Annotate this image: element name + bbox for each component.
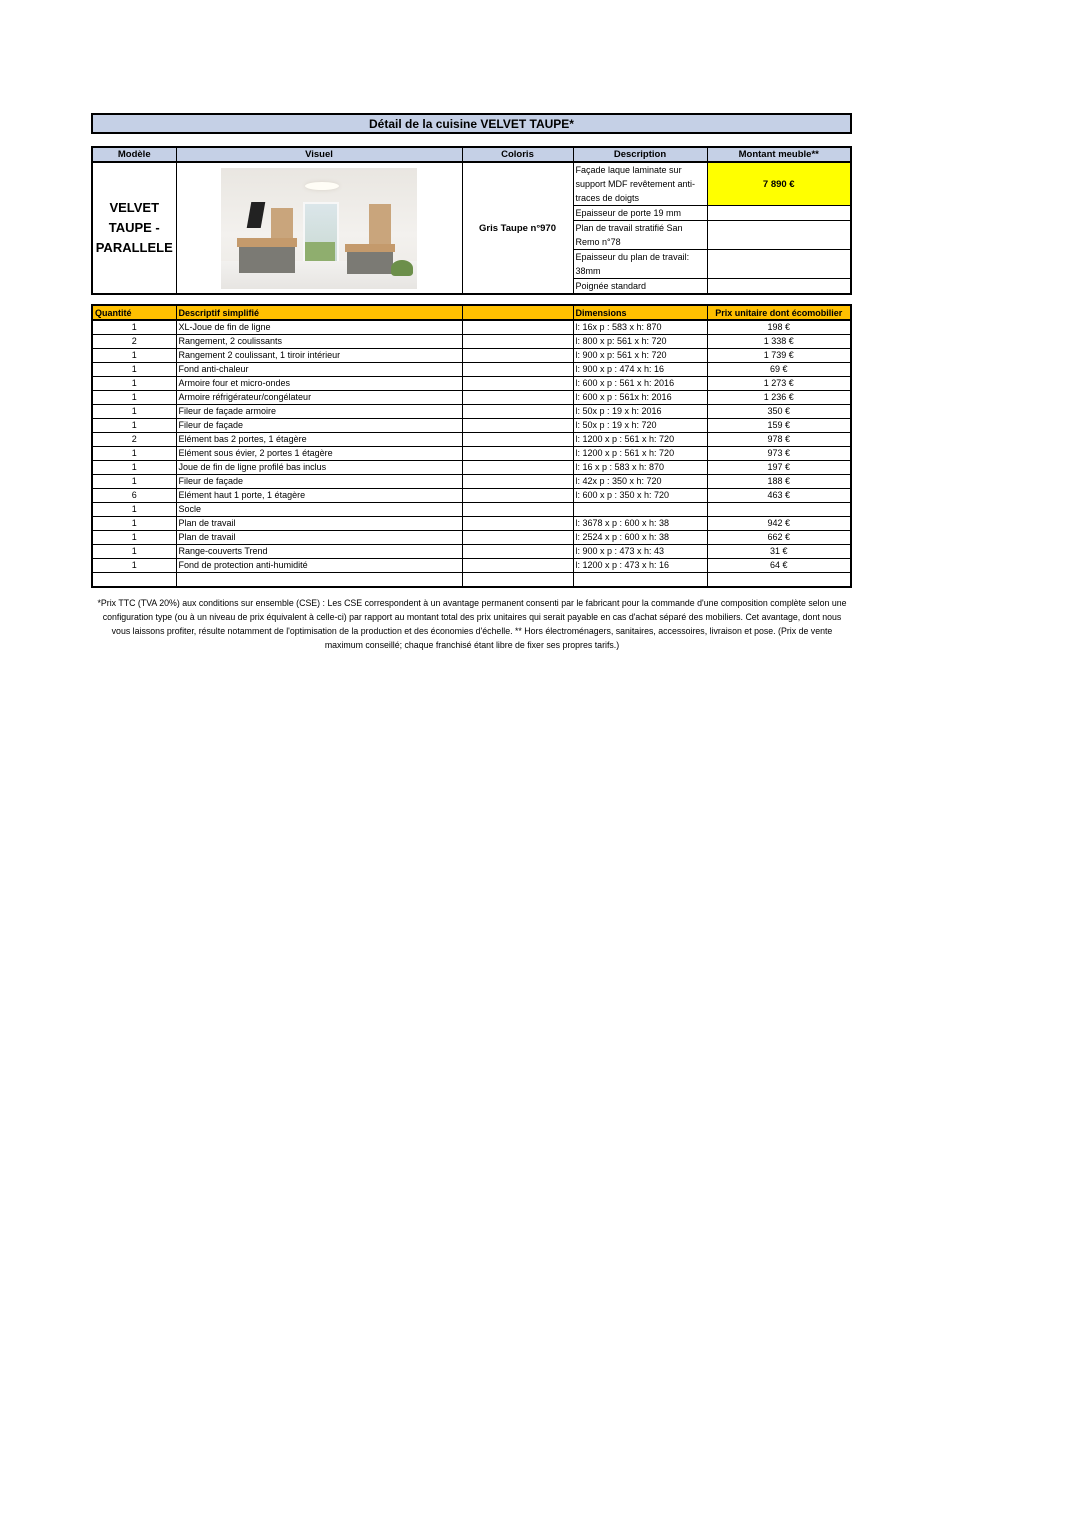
description-cell: Elément haut 1 porte, 1 étagère [176,489,462,503]
description-cell: XL-Joue de fin de ligne [176,320,462,335]
empty-cell [462,489,573,503]
color-value: Gris Taupe n°970 [462,162,573,294]
empty-cell [462,391,573,405]
price-cell: 1 338 € [707,335,851,349]
price-cell: 1 236 € [707,391,851,405]
empty-cell [462,363,573,377]
quantity-cell: 1 [92,447,176,461]
description-cell: Plan de travail [176,517,462,531]
kitchen-visual [176,162,462,294]
quantity-cell: 1 [92,405,176,419]
quantity-cell: 1 [92,517,176,531]
header-model: Modèle [92,147,176,162]
price-cell: 973 € [707,447,851,461]
table-row [92,335,851,349]
price-cell: 662 € [707,531,851,545]
header-amount: Montant meuble** [707,147,851,162]
dimensions-cell: l: 600 x p : 561 x h: 2016 [573,377,707,391]
quantity-cell: 2 [92,433,176,447]
dimensions-cell: l: 600 x p : 561x h: 2016 [573,391,707,405]
dimensions-cell: l: 16 x p : 583 x h: 870 [573,461,707,475]
price-cell: 188 € [707,475,851,489]
description-cell: Socle [176,503,462,517]
footnote: *Prix TTC (TVA 20%) aux conditions sur ensemble (CSE) : Les CSE correspondent à un avantage permanent consenti par le fabricant pour la commande d'une composition complète selon une configuration type (ou à un niveau de prix équivalent à celle-ci) par rapport au montant total des prix unitaires qui serait payable en cas d'achat séparé des mobiliers. Cet avantage, dont nous vous laissons profiter, résulte notamment de l'optimisation de la production et des économies d'échelle. ** Hors électroménagers, sanitaires, accessoires, livraison et pose. (Prix de vente maximum conseillé; chaque franchisé étant libre de fixer ses propres tarifs.) [97,598,847,650]
quantity-cell: 1 [92,349,176,363]
header-quantity: Quantité [92,305,176,320]
kitchen-summary-table [91,146,852,295]
quantity-cell: 1 [92,377,176,391]
description-item: Epaisseur de porte 19 mm [573,206,707,221]
empty-cell [462,559,573,573]
empty-cell [462,349,573,363]
dimensions-cell: l: 2524 x p : 600 x h: 38 [573,531,707,545]
dimensions-cell [573,573,707,588]
quantity-cell: 1 [92,419,176,433]
description-item: Poignée standard [573,279,707,295]
empty-cell [462,433,573,447]
header-description: Description [573,147,707,162]
table-row [92,489,851,503]
description-item: Epaisseur du plan de travail: 38mm [573,250,707,279]
description-cell: Elément sous évier, 2 portes 1 étagère [176,447,462,461]
dimensions-cell: l: 900 x p : 474 x h: 16 [573,363,707,377]
description-cell: Fond anti-chaleur [176,363,462,377]
empty-cell [462,573,573,588]
kitchen-image [221,168,417,289]
dimensions-cell: l: 3678 x p : 600 x h: 38 [573,517,707,531]
quantity-cell: 1 [92,363,176,377]
header-simplified-description: Descriptif simplifié [176,305,462,320]
empty-cell [462,503,573,517]
table-row [92,320,851,335]
dimensions-cell: l: 1200 x p : 473 x h: 16 [573,559,707,573]
quantity-cell: 1 [92,391,176,405]
summary-header-row [92,147,851,162]
price-cell [707,573,851,588]
dimensions-cell: l: 16x p : 583 x h: 870 [573,320,707,335]
dimensions-cell: l: 900 x p: 561 x h: 720 [573,349,707,363]
header-dimensions: Dimensions [573,305,707,320]
dimensions-cell: l: 42x p : 350 x h: 720 [573,475,707,489]
price-cell: 64 € [707,559,851,573]
amount-empty-cell [707,206,851,221]
description-cell: Rangement, 2 coulissants [176,335,462,349]
amount-empty-cell [707,279,851,295]
price-cell: 159 € [707,419,851,433]
amount-value: 7 890 € [707,162,851,206]
quantity-cell: 1 [92,559,176,573]
quantity-cell: 1 [92,531,176,545]
price-cell: 1 273 € [707,377,851,391]
quantity-cell: 1 [92,320,176,335]
empty-cell [462,335,573,349]
price-cell: 197 € [707,461,851,475]
description-cell: Armoire four et micro-ondes [176,377,462,391]
amount-empty-cell [707,221,851,250]
page-title: Détail de la cuisine VELVET TAUPE* [91,113,852,134]
description-cell: Joue de fin de ligne profilé bas inclus [176,461,462,475]
table-row [92,545,851,559]
parts-table [91,304,852,588]
dimensions-cell: l: 900 x p : 473 x h: 43 [573,545,707,559]
price-cell: 69 € [707,363,851,377]
quantity-cell: 6 [92,489,176,503]
price-cell: 978 € [707,433,851,447]
price-cell: 350 € [707,405,851,419]
parts-header-row [92,305,851,320]
price-cell: 463 € [707,489,851,503]
description-item: Façade laque laminate sur support MDF revêtement anti-traces de doigts [573,162,707,206]
table-row [92,405,851,419]
table-row [92,349,851,363]
price-cell [707,503,851,517]
description-cell: Fileur de façade armoire [176,405,462,419]
empty-cell [462,531,573,545]
description-cell: Rangement 2 coulissant, 1 tiroir intérieur [176,349,462,363]
header-color: Coloris [462,147,573,162]
price-cell: 942 € [707,517,851,531]
table-row [92,503,851,517]
description-cell: Range-couverts Trend [176,545,462,559]
header-unit-price: Prix unitaire dont écomobilier [707,305,851,320]
table-row [92,573,851,588]
dimensions-cell: l: 800 x p: 561 x h: 720 [573,335,707,349]
dimensions-cell: l: 50x p : 19 x h: 720 [573,419,707,433]
table-row [92,391,851,405]
dimensions-cell [573,503,707,517]
table-row [92,377,851,391]
dimensions-cell: l: 600 x p : 350 x h: 720 [573,489,707,503]
description-cell: Fileur de façade [176,419,462,433]
table-row [92,475,851,489]
price-cell: 198 € [707,320,851,335]
table-row [92,419,851,433]
empty-cell [462,377,573,391]
table-row [92,433,851,447]
description-cell [176,573,462,588]
description-item: Plan de travail stratifié San Remo n°78 [573,221,707,250]
description-cell: Plan de travail [176,531,462,545]
table-row [92,517,851,531]
table-row [92,363,851,377]
price-cell: 31 € [707,545,851,559]
table-row [92,447,851,461]
quantity-cell [92,573,176,588]
empty-cell [462,320,573,335]
header-visual: Visuel [176,147,462,162]
table-row [92,559,851,573]
dimensions-cell: l: 1200 x p : 561 x h: 720 [573,447,707,461]
quantity-cell: 1 [92,545,176,559]
quantity-cell: 1 [92,503,176,517]
empty-cell [462,475,573,489]
table-row [92,461,851,475]
amount-empty-cell [707,250,851,279]
empty-cell [462,405,573,419]
quantity-cell: 1 [92,461,176,475]
quantity-cell: 1 [92,475,176,489]
model-name: VELVET TAUPE - PARALLELE [92,162,176,294]
description-cell: Fileur de façade [176,475,462,489]
description-cell: Elément bas 2 portes, 1 étagère [176,433,462,447]
price-cell: 1 739 € [707,349,851,363]
dimensions-cell: l: 1200 x p : 561 x h: 720 [573,433,707,447]
empty-cell [462,461,573,475]
empty-cell [462,447,573,461]
empty-cell [462,517,573,531]
empty-cell [462,419,573,433]
table-row [92,531,851,545]
quantity-cell: 2 [92,335,176,349]
empty-cell [462,545,573,559]
description-cell: Fond de protection anti-humidité [176,559,462,573]
dimensions-cell: l: 50x p : 19 x h: 2016 [573,405,707,419]
header-empty [462,305,573,320]
description-cell: Armoire réfrigérateur/congélateur [176,391,462,405]
